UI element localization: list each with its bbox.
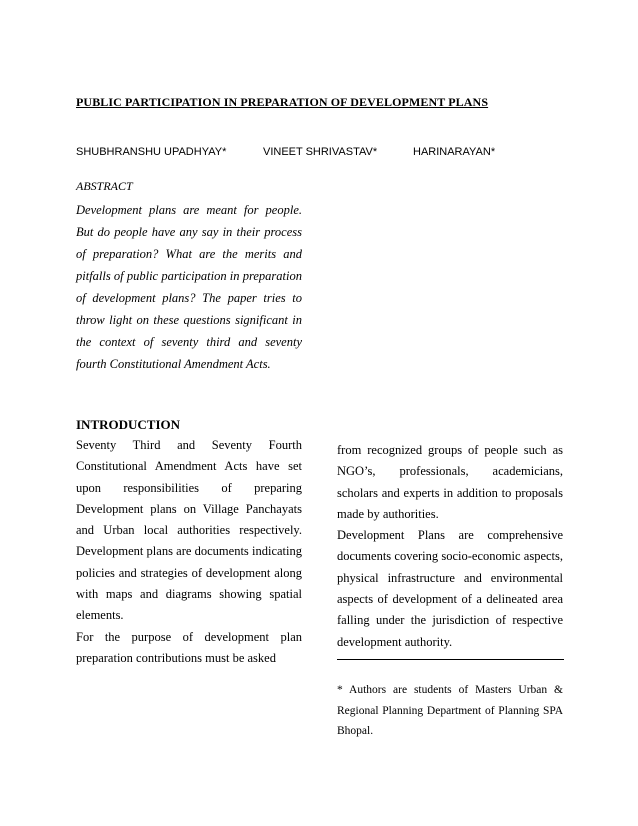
body-paragraph: For the purpose of development plan preparation contributions must be asked bbox=[76, 629, 302, 665]
body-paragraph: from recognized groups of people such as NGO’s, professionals, academicians, scholars and experts in addition to proposals made by authorities. bbox=[337, 443, 563, 521]
introduction-heading: INTRODUCTION bbox=[76, 417, 181, 432]
abstract-heading: ABSTRACT bbox=[76, 179, 133, 193]
author-name: SHUBHRANSHU UPADHYAY* bbox=[76, 146, 227, 158]
body-paragraph: Development Plans are comprehensive documents covering socio-economic aspects, physical infrastructure and environmental aspects of development of a delineated area falling under the jurisdiction of respective development authority. bbox=[337, 528, 563, 649]
introduction-right-column bbox=[337, 440, 563, 653]
author-name: HARINARAYAN* bbox=[413, 146, 496, 158]
footnote: * Authors are students of Masters Urban & Regional Planning Department of Planning SPA Bhopal. bbox=[337, 684, 563, 737]
author-name: VINEET SHRIVASTAV* bbox=[263, 146, 378, 158]
introduction-left-column bbox=[76, 435, 302, 669]
body-paragraph: Seventy Third and Seventy Fourth Constitutional Amendment Acts have set upon responsibilities of preparing Development plans on Village Panchayats and Urban local authorities respectively. Development plans are documents indicating policies and strategies of development along with maps and diagrams showing spatial elements. bbox=[76, 438, 302, 623]
paper-title: PUBLIC PARTICIPATION IN PREPARATION OF DEVELOPMENT PLANS bbox=[76, 95, 489, 109]
footnote-divider bbox=[337, 659, 564, 660]
author-list bbox=[76, 146, 516, 162]
abstract-text: Development plans are meant for people. But do people have any say in their process of preparation? What are the merits and pitfalls of public participation in preparation of development plans? The paper tries to throw light on these questions significant in the context of seventy third and seventy fourth Constitutional Amendment Acts. bbox=[76, 203, 302, 371]
